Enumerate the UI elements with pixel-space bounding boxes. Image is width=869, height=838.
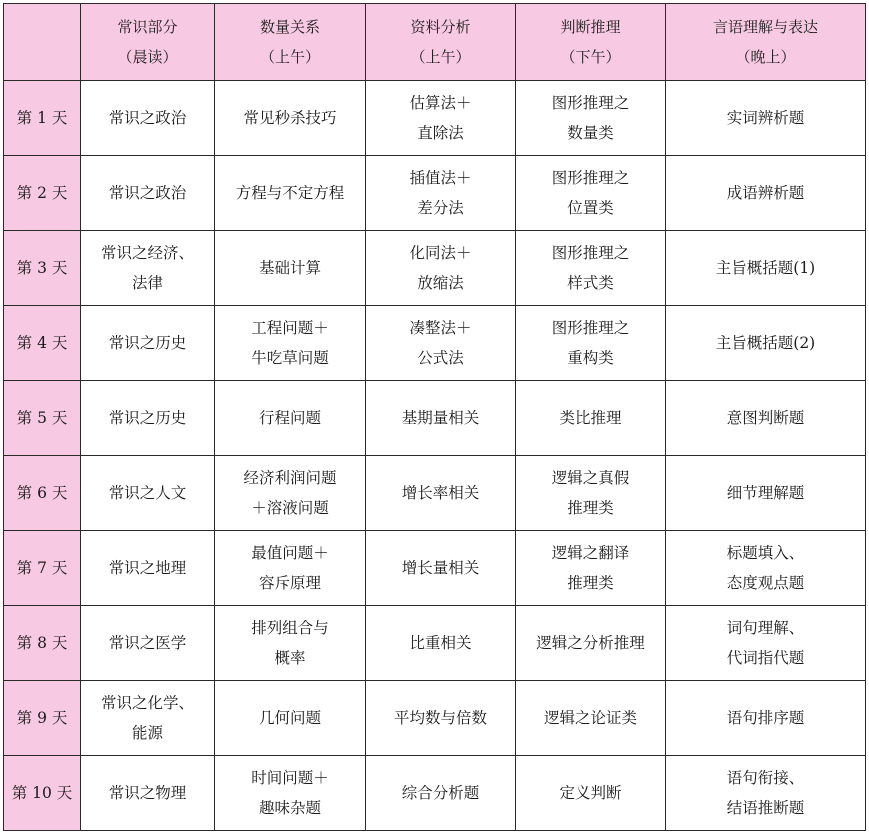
cell-text: 常识之政治 — [108, 109, 187, 127]
cell-reasoning — [516, 231, 666, 306]
cell-text: 增长量相关 — [401, 559, 480, 577]
cell-verbal — [666, 81, 866, 156]
cell-text: 态度观点题 — [726, 574, 805, 592]
cell-text: 重构类 — [567, 349, 614, 367]
cell-quantitative — [215, 156, 366, 231]
cell-quantitative — [215, 231, 366, 306]
cell-text: 图形推理之 — [551, 94, 630, 112]
day-label: 第 3 天 — [4, 231, 81, 306]
cell-data-analysis — [366, 681, 516, 756]
cell-verbal — [666, 756, 866, 831]
cell-text: 位置类 — [567, 199, 614, 217]
cell-text: 常见秒杀技巧 — [243, 109, 337, 127]
cell-common-sense — [81, 306, 215, 381]
cell-quantitative — [215, 381, 366, 456]
header-time: （晨读） — [117, 48, 178, 66]
cell-verbal — [666, 231, 866, 306]
day-label: 第 9 天 — [4, 681, 81, 756]
cell-reasoning — [516, 456, 666, 531]
cell-text: ＋溶液问题 — [251, 499, 329, 517]
cell-common-sense — [81, 456, 215, 531]
cell-verbal — [666, 381, 866, 456]
cell-verbal — [666, 681, 866, 756]
cell-text: 图形推理之 — [551, 169, 630, 187]
cell-text: 逻辑之论证类 — [543, 709, 637, 727]
cell-common-sense — [81, 156, 215, 231]
cell-data-analysis — [366, 81, 516, 156]
cell-text: 化同法＋ — [409, 244, 472, 262]
cell-text: 综合分析题 — [401, 784, 480, 802]
day-label: 第 10 天 — [4, 756, 81, 831]
table-row — [4, 81, 866, 156]
cell-reasoning — [516, 531, 666, 606]
cell-text: 图形推理之 — [551, 244, 630, 262]
day-label: 第 6 天 — [4, 456, 81, 531]
cell-data-analysis — [366, 456, 516, 531]
cell-text: 常识之历史 — [108, 334, 187, 352]
table-row — [4, 156, 866, 231]
cell-reasoning — [516, 381, 666, 456]
cell-text: 行程问题 — [258, 409, 321, 427]
cell-text: 逻辑之真假 — [551, 469, 630, 487]
cell-text: 常识之化学、 — [100, 694, 194, 712]
header-cell-data-analysis — [366, 4, 516, 81]
cell-text: 数量类 — [567, 124, 614, 142]
cell-text: 主旨概括题(2) — [715, 334, 816, 352]
cell-text: 公式法 — [417, 349, 464, 367]
cell-common-sense — [81, 681, 215, 756]
cell-reasoning — [516, 156, 666, 231]
cell-data-analysis — [366, 306, 516, 381]
cell-text: 插值法＋ — [409, 169, 472, 187]
cell-text: 语句排序题 — [726, 709, 805, 727]
cell-data-analysis — [366, 381, 516, 456]
header-cell-common-sense — [81, 4, 215, 81]
cell-text: 法律 — [131, 274, 163, 292]
cell-common-sense — [81, 81, 215, 156]
cell-text: 实词辨析题 — [726, 109, 805, 127]
table-row — [4, 756, 866, 831]
cell-text: 差分法 — [417, 199, 464, 217]
cell-quantitative — [215, 81, 366, 156]
header-row — [4, 4, 866, 81]
day-label: 第 7 天 — [4, 531, 81, 606]
cell-quantitative — [215, 681, 366, 756]
cell-data-analysis — [366, 531, 516, 606]
cell-text: 样式类 — [567, 274, 614, 292]
table-row — [4, 606, 866, 681]
cell-verbal — [666, 156, 866, 231]
cell-text: 能源 — [131, 724, 163, 742]
study-schedule-table — [3, 3, 866, 831]
cell-text: 几何问题 — [258, 709, 321, 727]
cell-text: 语句衔接、 — [726, 769, 805, 787]
cell-text: 基期量相关 — [401, 409, 480, 427]
cell-text: 基础计算 — [258, 259, 321, 277]
cell-verbal — [666, 531, 866, 606]
cell-quantitative — [215, 456, 366, 531]
table-row — [4, 306, 866, 381]
cell-text: 经济利润问题 — [243, 469, 337, 487]
day-label: 第 1 天 — [4, 81, 81, 156]
cell-reasoning — [516, 681, 666, 756]
cell-text: 常识之医学 — [108, 634, 187, 652]
header-time: （下午） — [560, 48, 621, 66]
cell-text: 成语辨析题 — [726, 184, 805, 202]
schedule-container — [3, 3, 866, 831]
table-row — [4, 456, 866, 531]
cell-text: 常识之经济、 — [100, 244, 194, 262]
cell-verbal — [666, 306, 866, 381]
cell-quantitative — [215, 306, 366, 381]
cell-text: 凑整法＋ — [409, 319, 472, 337]
cell-text: 平均数与倍数 — [393, 709, 487, 727]
cell-text: 词句理解、 — [726, 619, 805, 637]
cell-text: 意图判断题 — [726, 409, 805, 427]
table-row — [4, 681, 866, 756]
header-time: （上午） — [410, 48, 471, 66]
header-time: （晚上） — [735, 48, 796, 66]
cell-text: 牛吃草问题 — [251, 349, 329, 367]
cell-text: 常识之历史 — [108, 409, 187, 427]
cell-verbal — [666, 606, 866, 681]
table-header — [4, 4, 866, 81]
cell-text: 排列组合与 — [251, 619, 329, 637]
header-time: （上午） — [259, 48, 320, 66]
table-row — [4, 531, 866, 606]
cell-text: 容斥原理 — [258, 574, 321, 592]
cell-text: 放缩法 — [417, 274, 464, 292]
cell-text: 推理类 — [567, 574, 614, 592]
table-body — [4, 81, 866, 831]
cell-reasoning — [516, 606, 666, 681]
cell-data-analysis — [366, 156, 516, 231]
cell-verbal — [666, 456, 866, 531]
cell-data-analysis — [366, 756, 516, 831]
cell-text: 推理类 — [567, 499, 614, 517]
header-cell-verbal — [666, 4, 866, 81]
day-label: 第 2 天 — [4, 156, 81, 231]
cell-text: 类比推理 — [559, 409, 622, 427]
header-title: 资料分析 — [410, 18, 471, 36]
cell-common-sense — [81, 381, 215, 456]
day-label: 第 4 天 — [4, 306, 81, 381]
cell-data-analysis — [366, 606, 516, 681]
cell-reasoning — [516, 756, 666, 831]
cell-text: 直除法 — [417, 124, 464, 142]
header-title: 判断推理 — [560, 18, 621, 36]
table-row — [4, 231, 866, 306]
day-label: 第 5 天 — [4, 381, 81, 456]
cell-text: 逻辑之翻译 — [551, 544, 630, 562]
cell-common-sense — [81, 756, 215, 831]
cell-text: 结语推断题 — [726, 799, 805, 817]
cell-quantitative — [215, 606, 366, 681]
cell-text: 图形推理之 — [551, 319, 630, 337]
cell-quantitative — [215, 756, 366, 831]
header-title: 言语理解与表达 — [712, 18, 818, 36]
cell-text: 最值问题＋ — [251, 544, 329, 562]
cell-text: 定义判断 — [559, 784, 622, 802]
header-cell-quantitative — [215, 4, 366, 81]
cell-reasoning — [516, 306, 666, 381]
cell-text: 常识之政治 — [108, 184, 187, 202]
day-label: 第 8 天 — [4, 606, 81, 681]
cell-text: 常识之地理 — [108, 559, 187, 577]
cell-text: 估算法＋ — [409, 94, 472, 112]
cell-text: 逻辑之分析推理 — [536, 634, 645, 652]
cell-text: 标题填入、 — [726, 544, 805, 562]
cell-text: 主旨概括题(1) — [715, 259, 816, 277]
cell-text: 代词指代题 — [726, 649, 805, 667]
cell-text: 方程与不定方程 — [235, 184, 345, 202]
cell-text: 增长率相关 — [401, 484, 480, 502]
header-title: 常识部分 — [117, 18, 178, 36]
cell-text: 比重相关 — [409, 634, 472, 652]
cell-text: 细节理解题 — [726, 484, 805, 502]
table-row — [4, 381, 866, 456]
header-cell-reasoning — [516, 4, 666, 81]
cell-text: 时间问题＋ — [251, 769, 329, 787]
header-corner-cell — [4, 4, 81, 81]
cell-text: 概率 — [274, 649, 306, 667]
cell-common-sense — [81, 531, 215, 606]
cell-text: 常识之人文 — [108, 484, 187, 502]
header-title: 数量关系 — [259, 18, 320, 36]
cell-common-sense — [81, 231, 215, 306]
cell-text: 常识之物理 — [108, 784, 187, 802]
cell-data-analysis — [366, 231, 516, 306]
cell-reasoning — [516, 81, 666, 156]
cell-common-sense — [81, 606, 215, 681]
cell-quantitative — [215, 531, 366, 606]
cell-text: 趣味杂题 — [258, 799, 321, 817]
cell-text: 工程问题＋ — [251, 319, 329, 337]
